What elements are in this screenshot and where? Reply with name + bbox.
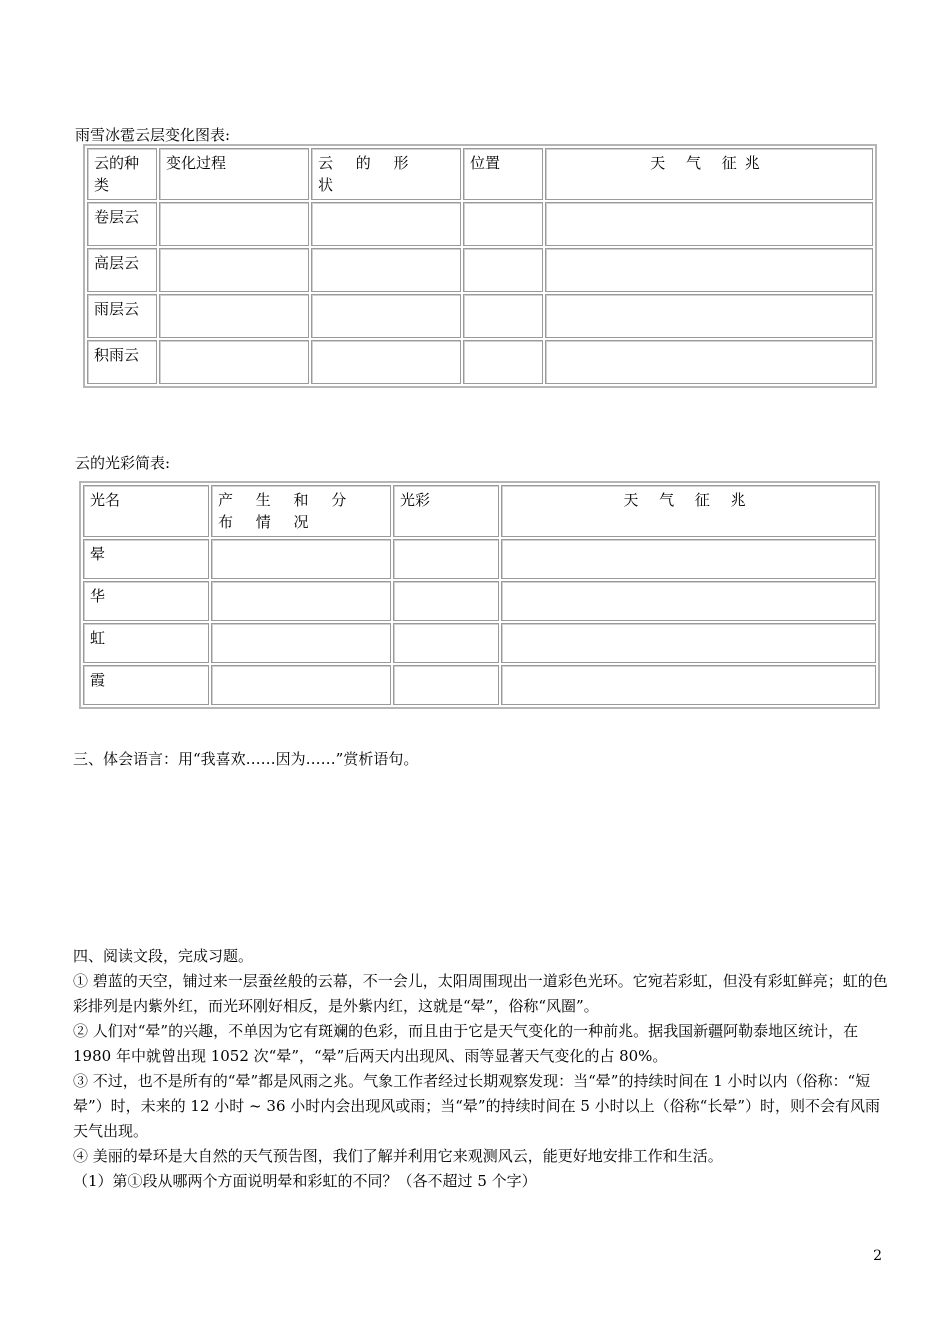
blank-cell	[393, 539, 499, 579]
blank-cell	[545, 294, 873, 338]
cloud-change-table	[83, 144, 877, 388]
blank-cell	[545, 202, 873, 246]
passage-paragraph-4: ④ 美丽的晕环是大自然的天气预告图，我们了解并利用它来观测风云，能更好地安排工作和生活。	[73, 1147, 723, 1165]
table-row	[83, 539, 876, 579]
table1-caption: 雨雪冰雹云层变化图表:	[75, 126, 231, 144]
table-row	[83, 665, 876, 705]
blank-cell	[463, 202, 543, 246]
section3-title: 三、体会语言：用“我喜欢……因为……”赏析语句。	[73, 750, 419, 768]
table-row	[87, 202, 873, 246]
header-cell: 天 气 征兆	[545, 148, 873, 200]
row-label: 积雨云	[87, 340, 157, 384]
blank-cell	[393, 665, 499, 705]
blank-cell	[463, 294, 543, 338]
header-cell: 光名	[83, 485, 209, 537]
row-label: 雨层云	[87, 294, 157, 338]
blank-cell	[311, 202, 461, 246]
row-label: 卷层云	[87, 202, 157, 246]
table2-caption: 云的光彩简表:	[75, 454, 171, 472]
blank-cell	[211, 581, 391, 621]
blank-cell	[311, 340, 461, 384]
table-row	[87, 148, 873, 200]
table-row	[87, 340, 873, 384]
blank-cell	[211, 665, 391, 705]
row-label: 晕	[83, 539, 209, 579]
table-row	[83, 485, 876, 537]
row-label: 华	[83, 581, 209, 621]
passage-paragraph-1: ① 碧蓝的天空，铺过来一层蚕丝般的云幕，不一会儿，太阳周围现出一道彩色光环。它宛若彩虹，但没有彩虹鲜亮；虹的色彩排列是内紫外红，而光环刚好相反，是外紫内红，这就是“晕”，俗称“风圈”。	[73, 972, 888, 1015]
blank-cell	[311, 248, 461, 292]
blank-cell	[501, 623, 876, 663]
blank-cell	[393, 623, 499, 663]
blank-cell	[159, 248, 309, 292]
table-row	[87, 294, 873, 338]
row-label: 霞	[83, 665, 209, 705]
header-cell: 云的种类	[87, 148, 157, 200]
blank-cell	[211, 539, 391, 579]
blank-cell	[463, 340, 543, 384]
page-number: 2	[873, 1248, 882, 1264]
header-cell: 云 的 形 状	[311, 148, 461, 200]
blank-cell	[159, 340, 309, 384]
table-row	[83, 623, 876, 663]
blank-cell	[393, 581, 499, 621]
blank-cell	[545, 340, 873, 384]
blank-cell	[545, 248, 873, 292]
section4-title: 四、阅读文段，完成习题。	[73, 947, 254, 965]
row-label: 虹	[83, 623, 209, 663]
table-row	[87, 248, 873, 292]
table-row	[83, 581, 876, 621]
header-cell: 位置	[463, 148, 543, 200]
blank-cell	[311, 294, 461, 338]
header-cell: 天 气 征 兆	[501, 485, 876, 537]
blank-cell	[211, 623, 391, 663]
passage-paragraph-3: ③ 不过，也不是所有的“晕”都是风雨之兆。气象工作者经过长期观察发现：当“晕”的持续时间在 1 小时以内（俗称：“短晕”）时，未来的 12 小时 ~ 36 小时内会出现风或雨；当“晕”的持续时间在 5 小时以上（俗称“长晕”）时，则不会有风雨天气出现。	[73, 1072, 881, 1140]
cloud-light-table	[79, 481, 880, 709]
header-cell: 变化过程	[159, 148, 309, 200]
passage-paragraph-2: ② 人们对“晕”的兴趣，不单因为它有斑斓的色彩，而且由于它是天气变化的一种前兆。据我国新疆阿勒泰地区统计，在 1980 年中就曾出现 1052 次“晕”，“晕”后两天内出现风、雨等显著天气变化的占 80%。	[73, 1022, 859, 1065]
blank-cell	[501, 539, 876, 579]
blank-cell	[501, 581, 876, 621]
blank-cell	[159, 202, 309, 246]
blank-cell	[501, 665, 876, 705]
blank-cell	[159, 294, 309, 338]
header-cell: 光彩	[393, 485, 499, 537]
header-cell: 产 生 和 分 布 情 况	[211, 485, 391, 537]
blank-cell	[463, 248, 543, 292]
question-1: （1）第①段从哪两个方面说明晕和彩虹的不同？（各不超过 5 个字）	[73, 1172, 537, 1190]
row-label: 高层云	[87, 248, 157, 292]
